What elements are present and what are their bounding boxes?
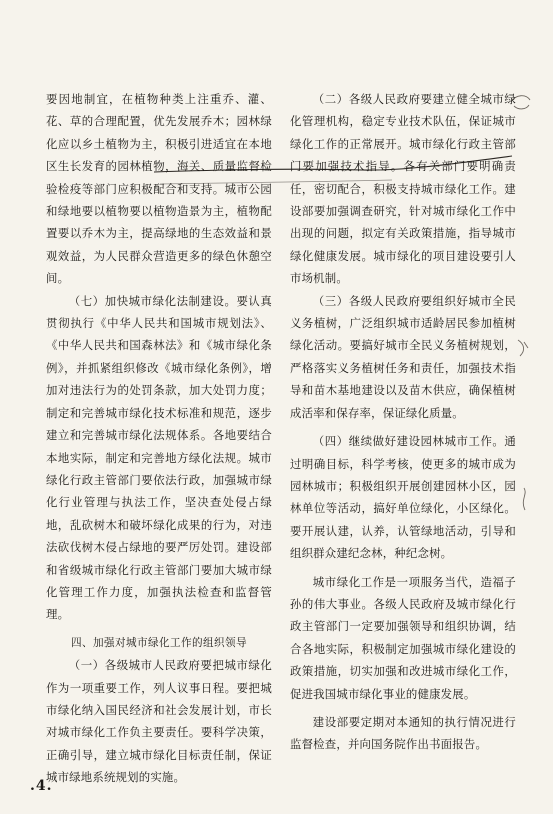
right-column	[290, 88, 516, 756]
left-paragraph-4-1: （一）各级城市人民政府要把城市绿化作为一项重要工作，列人议事日程。要把城市绿化纳入国民经济和社会发展计划，市长对城市绿化工作负主要责任。要科学决策，正确引导，建立城市绿化目标责任制，保证城市绿地系统规划的实施。	[46, 658, 272, 785]
left-paragraph-continued: 要因地制宜，在植物种类上注重乔、灌、花、草的合理配置，优先发展乔木；园林绿化应以乡土植物为主，积极引进适宜在本地区生长发育的园林植物，海关、质量监督检验检疫等部门应积极配合和支持。城市公园和绿地要以植物要以植物造景为主，植物配置要以乔木为主，提高绿地的生态效益和景观效益，为人民群众营造更多的绿色休憩空间。	[46, 92, 272, 286]
page-number: .4.	[30, 778, 53, 794]
left-column	[46, 88, 272, 789]
right-paragraph-2: （二）各级人民政府要建立健全城市绿化管理机构，稳定专业技术队伍，保证城市绿化工作的正常展开。城市绿化行政主管部门要加强技术指导。各有关部门要明确责任，密切配合，积极支持城市绿化工作。建设部要加强调查研究，针对城市绿化工作中出现的问题，拟定有关政策措施，指导城市绿化健康发展。城市绿化的项目建设要引人市场机制。	[290, 92, 516, 286]
right-paragraph-report: 建设部要定期对本通知的执行情况进行监督检查，并向国务院作出书面报告。	[290, 714, 516, 752]
right-paragraph-3: （三）各级人民政府要组织好城市全民义务植树，广泛组织城市适龄居民参加植树绿化活动。要搞好城市全民义务植树规划，严格落实义务植树任务和责任，加强技术指导和苗木基地建设以及苗木供应，确保植树成活率和保存率，保证绿化质量。	[290, 293, 516, 420]
margin-mark	[516, 486, 532, 514]
margin-mark	[514, 336, 532, 360]
left-paragraph-7: （七）加快城市绿化法制建设。要认真贯彻执行《中华人民共和国城市规划法》、《中华人民共和国森林法》和《城市绿化条例》，并抓紧组织修改《城市绿化条例》，增加对违法行为的处罚条款，加大处罚力度；制定和完善城市绿化技术标准和规范，逐步建立和完善城市绿化法规体系。各地要结合本地实际，制定和完善地方绿化法规。城市绿化行政主管部门要依法行政，加强城市绿化行业管理与执法工作，坚决查处侵占绿地，乱砍树木和破坏绿化成果的行为，对违法砍伐树木侵占绿地的要严厉处罚。建设部和省级城市绿化行政主管部门要加大城市绿化管理工作力度，加强执法检查和监督管理。	[46, 293, 272, 622]
right-paragraph-4: （四）继续做好建设园林城市工作。通过明确目标，科学考核，使更多的城市成为园林城市；积极组织开展创建园林小区，园林单位等活动，搞好单位绿化，小区绿化。要开展认建，认养，认管绿地活动，引导和组织群众建纪念林，种纪念树。	[290, 434, 516, 561]
right-paragraph-closing: 城市绿化工作是一项服务当代，造福子孙的伟大事业。各级人民政府及城市绿化行政主管部门一定要加强领导和组织协调，结合各地实际，积极制定加强城市绿化建设的政策措施，切实加强和改进城市绿化工作，促进我国城市绿化事业的健康发展。	[290, 574, 516, 701]
section-heading-4: 四、加强对城市绿化工作的组织领导	[71, 636, 247, 649]
